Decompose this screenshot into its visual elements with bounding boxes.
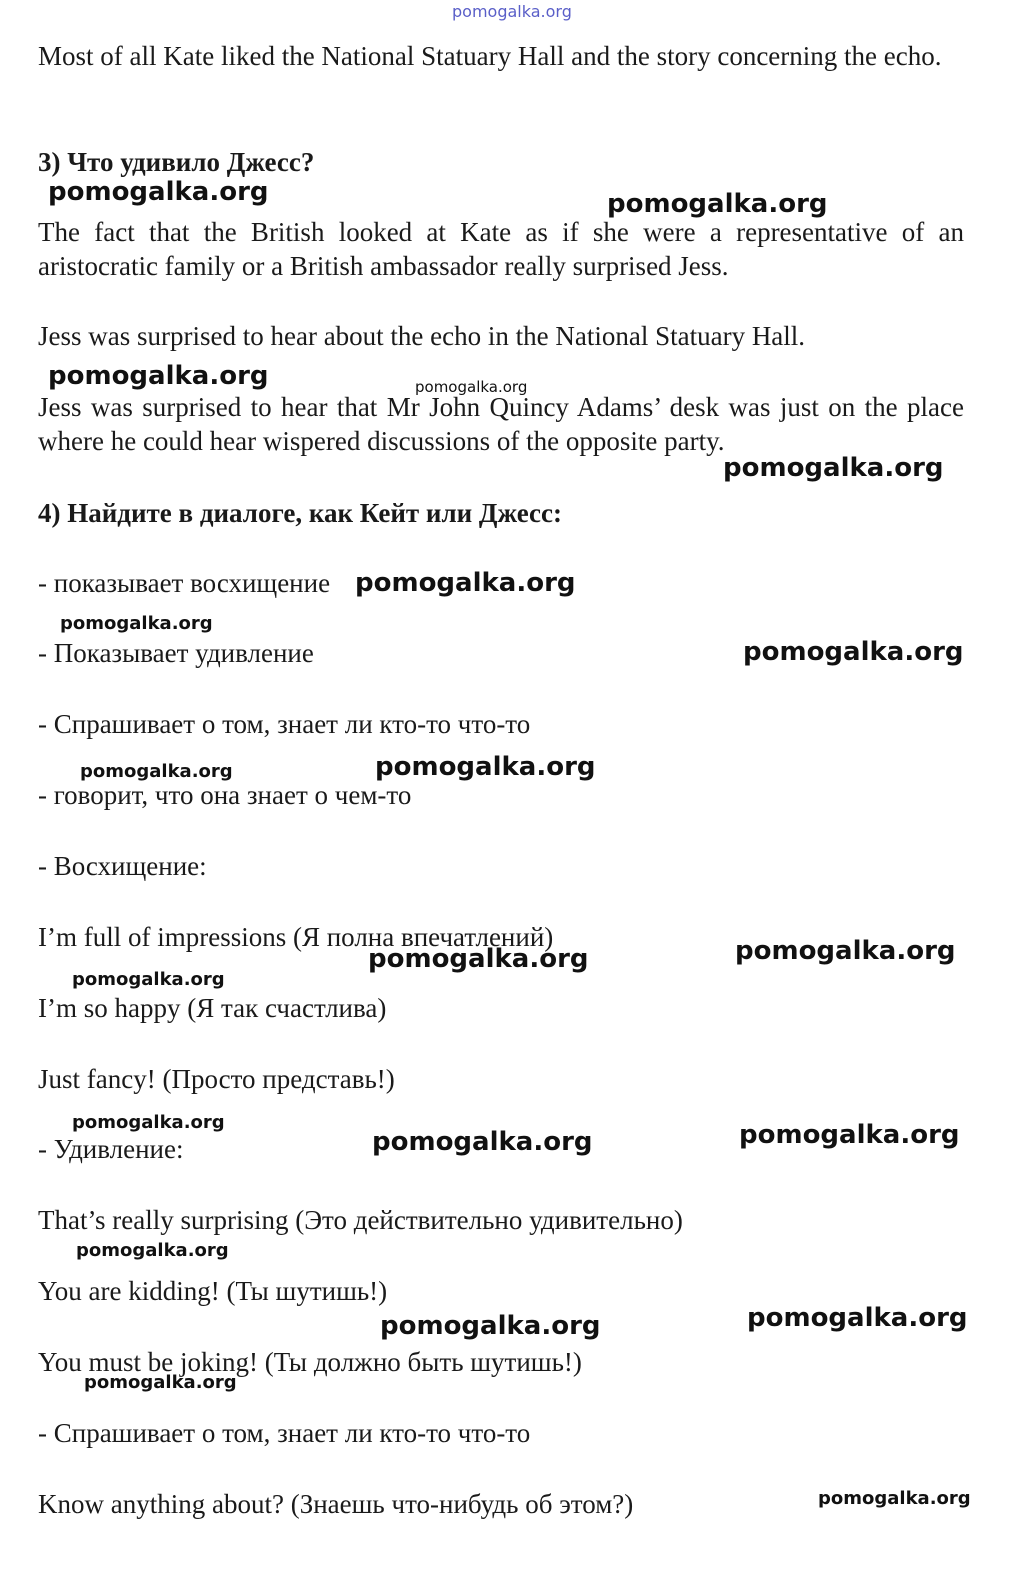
watermark: pomogalka.org (48, 361, 269, 391)
watermark: pomogalka.org (747, 1303, 968, 1333)
section-asks: - Спрашивает о том, знает ли кто-то что-то (38, 1418, 531, 1448)
watermark: pomogalka.org (84, 1372, 237, 1393)
paragraph-british-surprise: The fact that the British looked at Kate as if she were a representative of an aristocratic family or a British ambassador really surprised Jess. (38, 217, 964, 281)
heading-question-4: 4) Найдите в диалоге, как Кейт или Джесс: (38, 498, 562, 528)
paragraph-statuary-hall: Most of all Kate liked the National Statuary Hall and the story concerning the echo. (38, 41, 942, 71)
phrase-really-surprising: That’s really surprising (Это действительно удивительно) (38, 1205, 683, 1235)
watermark: pomogalka.org (72, 969, 225, 990)
watermark: pomogalka.org (607, 189, 828, 219)
phrase-know-anything: Know anything about? (Знаешь что-нибудь об этом?) (38, 1489, 634, 1519)
phrase-so-happy: I’m so happy (Я так счастлива) (38, 993, 387, 1023)
watermark: pomogalka.org (743, 637, 964, 667)
section-admiration: - Восхищение: (38, 851, 207, 881)
watermark: pomogalka.org (818, 1488, 971, 1509)
watermark: pomogalka.org (372, 1127, 593, 1157)
watermark: pomogalka.org (380, 1311, 601, 1341)
list-item-surprise: - Показывает удивление (38, 638, 314, 668)
watermark: pomogalka.org (368, 944, 589, 974)
phrase-you-are-kidding: You are kidding! (Ты шутишь!) (38, 1276, 388, 1306)
watermark: pomogalka.org (80, 761, 233, 782)
list-item-asks: - Спрашивает о том, знает ли кто-то что-то (38, 709, 531, 739)
watermark: pomogalka.org (723, 453, 944, 483)
watermark: pomogalka.org (735, 936, 956, 966)
watermark: pomogalka.org (76, 1240, 229, 1261)
list-item-knows: - говорит, что она знает о чем-то (38, 780, 412, 810)
watermark: pomogalka.org (355, 568, 576, 598)
phrase-just-fancy: Just fancy! (Просто представь!) (38, 1064, 395, 1094)
watermark: pomogalka.org (60, 613, 213, 634)
watermark: pomogalka.org (48, 177, 269, 207)
list-item-admiration: - показывает восхищение (38, 568, 331, 598)
watermark: pomogalka.org (375, 752, 596, 782)
watermark: pomogalka.org (739, 1120, 960, 1150)
watermark: pomogalka.org (72, 1112, 225, 1133)
phrase-full-of-impressions: I’m full of impressions (Я полна впечатлений) (38, 922, 554, 952)
watermark: pomogalka.org (415, 378, 528, 396)
paragraph-echo-surprise: Jess was surprised to hear about the echo in the National Statuary Hall. (38, 321, 806, 351)
paragraph-adams-desk: Jess was surprised to hear that Mr John Quincy Adams’ desk was just on the place where he could hear wispered discussions of the opposite party. (38, 392, 964, 456)
heading-question-3: 3) Что удивило Джесс? (38, 147, 315, 177)
section-surprise: - Удивление: (38, 1134, 184, 1164)
phrase-must-be-joking: You must be joking! (Ты должно быть шутишь!) (38, 1347, 582, 1377)
watermark: pomogalka.org (452, 2, 572, 21)
